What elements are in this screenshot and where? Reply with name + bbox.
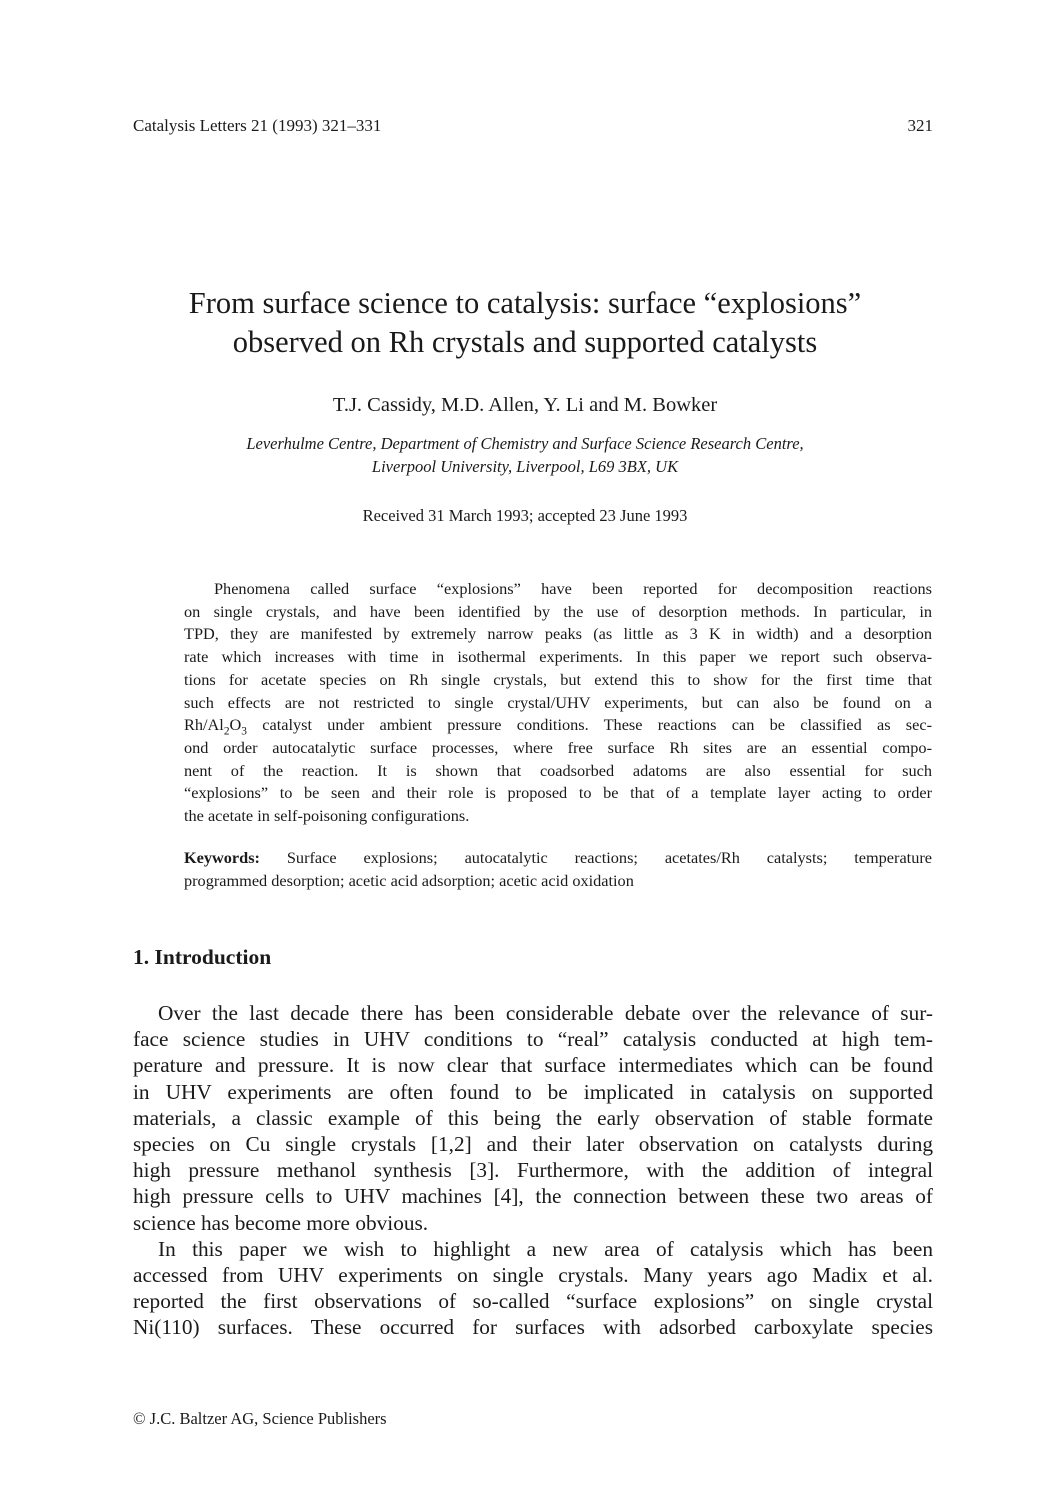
rh-formula-mid: O xyxy=(229,715,242,735)
body-line: Over the last decade there has been considerable debate over the relevance of sur- xyxy=(158,1001,933,1025)
rh-formula-sub1: 2 xyxy=(223,725,230,738)
section-heading: 1. Introduction xyxy=(133,945,272,969)
abstract xyxy=(184,578,932,828)
paper-title xyxy=(100,284,950,362)
page-number: 321 xyxy=(907,116,933,135)
rh-formula-sub2: 3 xyxy=(241,725,247,738)
body-line: perature and pressure. It is now clear that surface intermediates which can be found xyxy=(133,1053,933,1078)
body-line: accessed from UHV experiments on single crystals. Many years ago Madix et al. xyxy=(133,1263,933,1288)
abstract-line: Phenomena called surface “explosions” have been reported for decomposition reactions xyxy=(214,579,932,598)
running-head xyxy=(133,116,933,136)
body-text xyxy=(133,1000,933,1341)
body-line: science has become more obvious. xyxy=(133,1210,429,1235)
body-line: species on Cu single crystals [1,2] and their later observation on catalysts during xyxy=(133,1132,933,1157)
affiliation xyxy=(100,432,950,478)
keywords-label: Keywords: xyxy=(184,848,260,867)
body-line: materials, a classic example of this being the early observation of stable formate xyxy=(133,1105,933,1130)
abstract-line: tions for acetate species on Rh single crystals, but extend this to show for the first time that xyxy=(184,669,932,689)
authors: T.J. Cassidy, M.D. Allen, Y. Li and M. Bowker xyxy=(332,394,718,416)
affiliation-line-2: Liverpool University, Liverpool, L69 3BX, UK xyxy=(371,457,679,476)
abstract-line-rh xyxy=(184,714,932,737)
body-line: reported the first observations of so-called “surface explosions” on single crystal xyxy=(133,1289,933,1314)
body-line: in UHV experiments are often found to be implicated in catalysis on supported xyxy=(133,1079,933,1104)
body-line: high pressure methanol synthesis [3]. Furthermore, with the addition of integral xyxy=(133,1158,933,1183)
abstract-line: TPD, they are manifested by extremely narrow peaks (as little as 3 K in width) and a desorption xyxy=(184,624,932,644)
keywords-line-1 xyxy=(184,847,932,870)
keywords-line-2: programmed desorption; acetic acid adsorption; acetic acid oxidation xyxy=(184,870,634,890)
keywords-text-1: Surface explosions; autocatalytic reactions; acetates/Rh catalysts; temperature xyxy=(286,848,932,867)
abstract-line: ond order autocatalytic surface processes, where free surface Rh sites are an essential compo- xyxy=(184,737,932,757)
journal-citation: Catalysis Letters 21 (1993) 321–331 xyxy=(133,116,382,135)
abstract-line: nent of the reaction. It is shown that coadsorbed adatoms are also essential for such xyxy=(184,760,932,780)
abstract-line: such effects are not restricted to single crystal/UHV experiments, but can also be found on a xyxy=(184,692,932,712)
body-line: Ni(110) surfaces. These occurred for surfaces with adsorbed carboxylate species xyxy=(133,1315,933,1340)
abstract-line: the acetate in self-poisoning configurations. xyxy=(184,806,470,826)
body-line: high pressure cells to UHV machines [4], the connection between these two areas of xyxy=(133,1184,933,1209)
title-line-1: From surface science to catalysis: surface “explosions” xyxy=(188,286,862,320)
abstract-line: “explosions” to be seen and their role is proposed to be that of a template layer acting to order xyxy=(184,783,932,803)
keywords xyxy=(184,847,932,892)
rh-formula-pre: Rh/Al xyxy=(184,715,224,735)
abstract-line: on single crystals, and have been identified by the use of desorption methods. In particular, in xyxy=(184,601,932,621)
abstract-line: rate which increases with time in isothermal experiments. In this paper we report such observa- xyxy=(184,647,932,667)
affiliation-line-1: Leverhulme Centre, Department of Chemistry and Surface Science Research Centre, xyxy=(246,434,804,453)
body-line: face science studies in UHV conditions to “real” catalysis conducted at high tem- xyxy=(133,1027,933,1052)
received-dates: Received 31 March 1993; accepted 23 June 1993 xyxy=(362,506,688,525)
copyright-footer: © J.C. Baltzer AG, Science Publishers xyxy=(133,1409,387,1428)
body-line: In this paper we wish to highlight a new area of catalysis which has been xyxy=(158,1236,933,1261)
title-line-2: observed on Rh crystals and supported catalysts xyxy=(232,325,818,359)
rh-line-rest: catalyst under ambient pressure conditions. These reactions can be classified as sec- xyxy=(246,715,932,735)
